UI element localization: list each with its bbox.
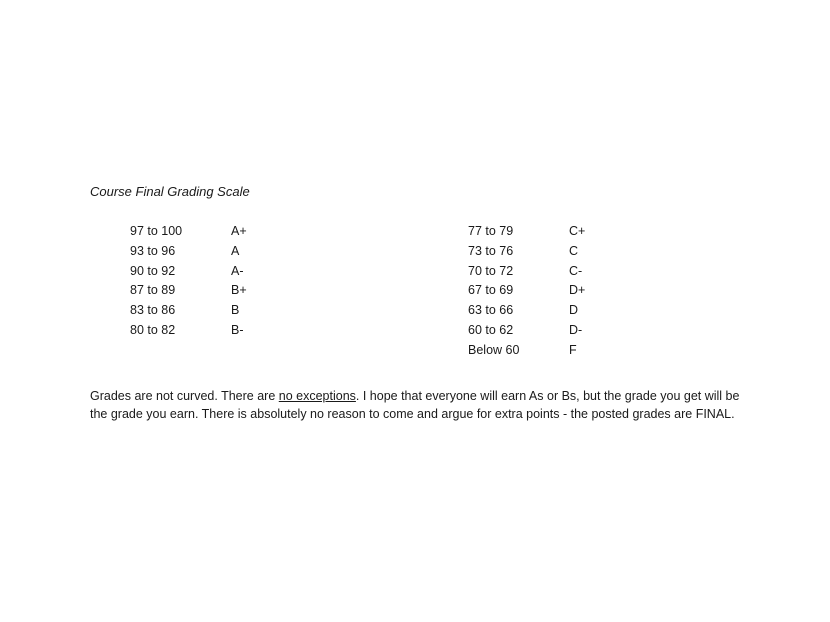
grading-policy-paragraph: [90, 387, 760, 424]
range-cell: 70 to 72: [468, 263, 514, 278]
grade-cell: D+: [569, 283, 586, 298]
grade-cell: C+: [569, 224, 586, 238]
page-title: Course Final Grading Scale: [90, 184, 250, 199]
grade-cell: D-: [569, 322, 583, 337]
range-cell: 80 to 82: [130, 322, 176, 337]
grade-cell: F: [569, 342, 577, 357]
grade-cell: A: [231, 243, 240, 258]
grade-cell: C: [569, 243, 579, 258]
range-cell: 60 to 62: [468, 322, 514, 337]
right-range-column: [468, 222, 519, 361]
range-cell: 87 to 89: [130, 283, 176, 298]
grade-cell: A+: [231, 224, 247, 238]
policy-text-end: . I hope that everyone will earn As or Bs, but the grade you get will be the grade you earn. There is absolutely no reason to come and argue for extra points - the posted grades are FINAL.: [90, 388, 740, 421]
range-cell: 63 to 66: [468, 303, 514, 318]
policy-text-start: Grades are not curved. There are: [90, 388, 279, 403]
right-grade-column: [569, 222, 585, 361]
grade-cell: B: [231, 303, 240, 318]
range-cell: 93 to 96: [130, 243, 176, 258]
range-cell: 73 to 76: [468, 243, 514, 258]
left-range-column: [130, 222, 182, 341]
grade-cell: C-: [569, 263, 583, 278]
range-cell: 77 to 79: [468, 224, 514, 238]
range-cell: 83 to 86: [130, 303, 176, 318]
grade-cell: D: [569, 303, 579, 318]
range-cell: Below 60: [468, 342, 520, 357]
no-exceptions-underlined: no exceptions: [278, 388, 356, 403]
range-cell: 97 to 100: [130, 224, 183, 238]
range-cell: 90 to 92: [130, 263, 176, 278]
grade-cell: B-: [231, 322, 244, 337]
grade-cell: A-: [231, 263, 244, 278]
grade-cell: B+: [231, 283, 247, 298]
left-grade-column: [231, 222, 247, 341]
range-cell: 67 to 69: [468, 283, 514, 298]
